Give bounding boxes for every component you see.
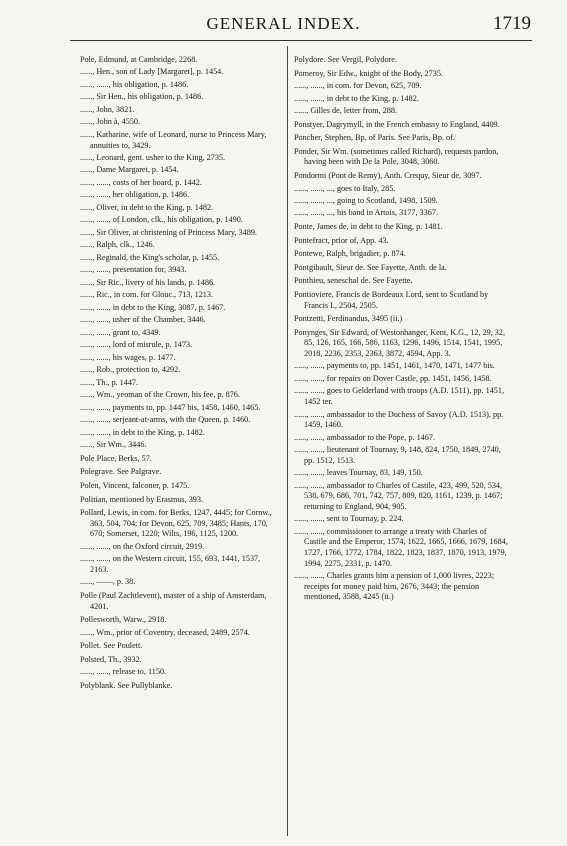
index-entry: ......, ......, his obligation, p. 1486. bbox=[80, 79, 189, 89]
index-entry: ......, Wm., prior of Coventry, deceased, 2489, 2574. bbox=[80, 627, 250, 637]
index-entry: ......, Dame Margaret, p. 1454. bbox=[80, 165, 179, 175]
index-entry: ......, ......, serjeant-at-arms, with the Queen, p. 1460. bbox=[80, 415, 251, 425]
index-entry: Ponte, James de, in debt to the King, p. 1481. bbox=[294, 222, 443, 232]
index-entry: ......, ......, grant to, 4349. bbox=[80, 327, 161, 337]
index-entry: ......, ......, presentation for, 3943. bbox=[80, 265, 187, 275]
index-entry: Polsted, Th., 3932. bbox=[80, 654, 142, 664]
index-entry: ......, ......, lieutenant of Tournay, 9, 148, 824, 1750, 1849, 2740, pp. 1512, 1513. bbox=[294, 445, 501, 465]
index-entry: Polegrave. See Palgrave. bbox=[80, 467, 162, 477]
index-entry: ......, ......, on the Oxford circuit, 2919. bbox=[80, 541, 205, 551]
index-entry: ......, Th., p. 1447. bbox=[80, 377, 139, 387]
index-entry: ......, Rob., protection to, 4292. bbox=[80, 365, 181, 375]
index-entry: ......, John à, 4550. bbox=[80, 117, 141, 127]
index-entry: Ponder, Sir Wm. (sometimes called Richard), requests pardon, having been with De la Pole, 3048, 3060. bbox=[294, 146, 499, 167]
index-entry: ......, ......, leaves Tournay, 83, 149, 150. bbox=[294, 468, 423, 478]
index-entry: Pontewe, Ralph, brigadier, p. 874. bbox=[294, 249, 406, 259]
index-entry: Pomeroy, Sir Edw., knight of the Body, 2735. bbox=[294, 68, 443, 78]
index-entry: ......, Ralph, clk., 1246. bbox=[80, 240, 155, 250]
index-entry: Pole, Edmund, at Cambridge, 2268. bbox=[80, 55, 198, 64]
index-entry: ......, ......, in com. for Devon, 625, 709. bbox=[294, 81, 422, 91]
index-entry: Polydore. See Vergil, Polydore. bbox=[294, 55, 397, 64]
index-entry: ......, Wm., yeoman of the Crown, his fee, p. 876. bbox=[80, 390, 240, 400]
index-entry: ......, ......, in debt to the King, p. 1482. bbox=[294, 93, 419, 103]
index-entry: Pollard, Lewis, in com. for Berks, 1247, 4445; for Cornw., 363, 504, 704; for Devon, 625, 709, 3485; Hants, 170, 670; Somerset, 1220; Wilts, 196, 1125, 1200. bbox=[80, 508, 272, 539]
index-entry: ......, ......, ambassador to the Duchess of Savoy (A.D. 1513), pp. 1459, 1460. bbox=[294, 409, 504, 430]
right-column bbox=[294, 52, 508, 605]
index-entry: Ponstyer, Dagrymyll, in the French embassy to England, 4409. bbox=[294, 119, 500, 129]
index-entry: ......, Sir Oliver, at christening of Princess Mary, 3489. bbox=[80, 227, 257, 237]
index-entry: ......, Leonard, gent. usher to the King, 2735. bbox=[80, 152, 226, 162]
index-entry: Pontgibault, Sieur de. See Fayette, Anth. de la. bbox=[294, 262, 447, 272]
index-entry: ......, John, 3821. bbox=[80, 104, 135, 114]
index-entry: Polyblank. See Pullyblanke. bbox=[80, 680, 173, 690]
running-title: GENERAL INDEX. bbox=[206, 14, 361, 33]
index-entry: ......, Sir Hen., his obligation, p. 1486. bbox=[80, 92, 204, 102]
index-entry: ......, ......, payments to, pp. 1447 bis, 1458, 1460, 1465. bbox=[80, 402, 261, 412]
index-entry: ......, Ric., in com. for Glouc., 713, 1213. bbox=[80, 290, 214, 300]
index-entry: ......, ......, Charles grants him a pension of 1,000 livres, 2223; receipts for money paid him, 2676, 3443; the pension mentioned, 3588, 4245 (ii.) bbox=[294, 571, 495, 602]
index-entry: Pollesworth, Warw., 2918. bbox=[80, 615, 167, 625]
index-entry: ......, ......, sent to Tournay, p. 224. bbox=[294, 514, 404, 524]
index-entry: ......, ......, for repairs on Dover Castle, pp. 1451, 1456, 1458. bbox=[294, 373, 492, 383]
index-entry: Ponynges, Sir Edward, of Westonhanger, Kent, K.G., 12, 29, 32, 85, 126, 165, 166, 586, 1163, 1296, 1496, 1514, 1541, 1995, 2018, 2236, 2353, 2363, 3872, 4594, App. 3. bbox=[294, 327, 506, 358]
index-entry: ......, ......, ..., going to Scotland, 1498, 1509. bbox=[294, 195, 438, 205]
index-entry: ......, ......, payments to, pp. 1451, 1461, 1470, 1471, 1477 bis. bbox=[294, 361, 495, 371]
index-entry: ......, Oliver, in debt to the King, p. 1482. bbox=[80, 202, 214, 212]
index-entry: Pollet. See Poulett. bbox=[80, 641, 143, 651]
index-entry: ......, ......, on the Western circuit, 155, 693, 1441, 1537, 2163. bbox=[80, 554, 261, 574]
index-entry: ......, Sir Ric., livery of his lands, p. 1486. bbox=[80, 277, 216, 287]
index-entry: ......, ......, in debt to the King, p. 1482. bbox=[80, 427, 205, 437]
index-entry: ......, ......, his wages, p. 1477. bbox=[80, 352, 176, 362]
index-entry: Politian, mentioned by Erasmus, 393. bbox=[80, 494, 204, 504]
index-entry: ......, ......, ..., his band in Artois, 3177, 3367. bbox=[294, 208, 438, 218]
left-column bbox=[80, 52, 280, 693]
index-entry: Ponthieu, seneschal de. See Fayette. bbox=[294, 276, 413, 286]
index-entry: Pontioviere, Francis de Bordeaux Lord, sent to Scotland by Francis I., 2504, 2505. bbox=[294, 290, 489, 310]
index-entry: ......, ......, ambassador to Charles of Castile, 423, 499, 520, 534, 538, 679, 686, 701, 742, 757, 809, 820, 1161, 1239, p. 1467; returning to England, 904, 905. bbox=[294, 480, 503, 511]
index-entry: ......, Gilles de, letter from, 288. bbox=[294, 106, 398, 116]
index-entry: ......, ......, of London, clk., his obligation, p. 1490. bbox=[80, 215, 243, 225]
index-entry: ......, ......, in debt to the King, 3087, p. 1467. bbox=[80, 302, 226, 312]
index-entry: ......, ......, release to, 1150. bbox=[80, 667, 167, 677]
index-entry: ......, Sir Wm., 3446. bbox=[80, 440, 147, 450]
index-entry: ......, ......, goes to Gelderland with troops (A.D. 1511), pp. 1451, 1452 ter. bbox=[294, 386, 505, 407]
page-header bbox=[0, 14, 567, 36]
index-entry: Pontzetti, Ferdinandus, 3495 (ii.) bbox=[294, 314, 403, 324]
page-number: 1719 bbox=[493, 13, 531, 34]
index-entry: Polen, Vincent, falconer, p. 1475. bbox=[80, 480, 190, 490]
index-entry: ......, ......, her obligation, p. 1486. bbox=[80, 190, 190, 200]
header-rule bbox=[70, 40, 532, 41]
column-divider bbox=[287, 46, 288, 836]
index-entry: ......, ......, usher of the Chamber, 3446. bbox=[80, 315, 206, 325]
index-entry: Polle (Paul Zachtlevent), master of a ship of Amsterdam, 4201. bbox=[80, 590, 267, 611]
index-entry: ......, ......, lord of misrule, p. 1473. bbox=[80, 340, 193, 350]
index-entry: Poncher, Stephen, Bp. of Paris. See Paris, Bp. of. bbox=[294, 133, 455, 143]
index-entry: ......, Katharine, wife of Leonard, nurse to Princess Mary, annuities to, 3429. bbox=[80, 129, 267, 150]
index-entry: ......, ......, costs of her board, p. 1442. bbox=[80, 177, 202, 187]
index-entry: ......, ——, p. 38. bbox=[80, 577, 136, 587]
index-entry: ......, ......, commissioner to arrange a treaty with Charles of Castile and the Emperor, 1574, 1622, 1665, 1666, 1679, 1684, 1727, 1766, 1772, 1784, 1822, 1823, 1837, 1870, 1913, 1979, 1994, 2275, 2331, p. 1470. bbox=[294, 526, 508, 568]
index-entry: ......, Hen., son of Lady [Margaret], p. 1454. bbox=[80, 67, 224, 77]
index-entry: Pondormi (Pont de Remy), Anth. Crequy, Sieur de, 3097. bbox=[294, 171, 482, 181]
index-entry: ......, Reginald, the King's scholar, p. 1455. bbox=[80, 252, 220, 262]
index-entry: Pole Place, Berks, 57. bbox=[80, 453, 152, 463]
index-entry: ......, ......, ..., goes to Italy, 285. bbox=[294, 183, 396, 193]
index-entry: Pontefract, prior of, App. 43. bbox=[294, 235, 389, 245]
index-entry: ......, ......, ambassador to the Pope, p. 1467. bbox=[294, 432, 435, 442]
